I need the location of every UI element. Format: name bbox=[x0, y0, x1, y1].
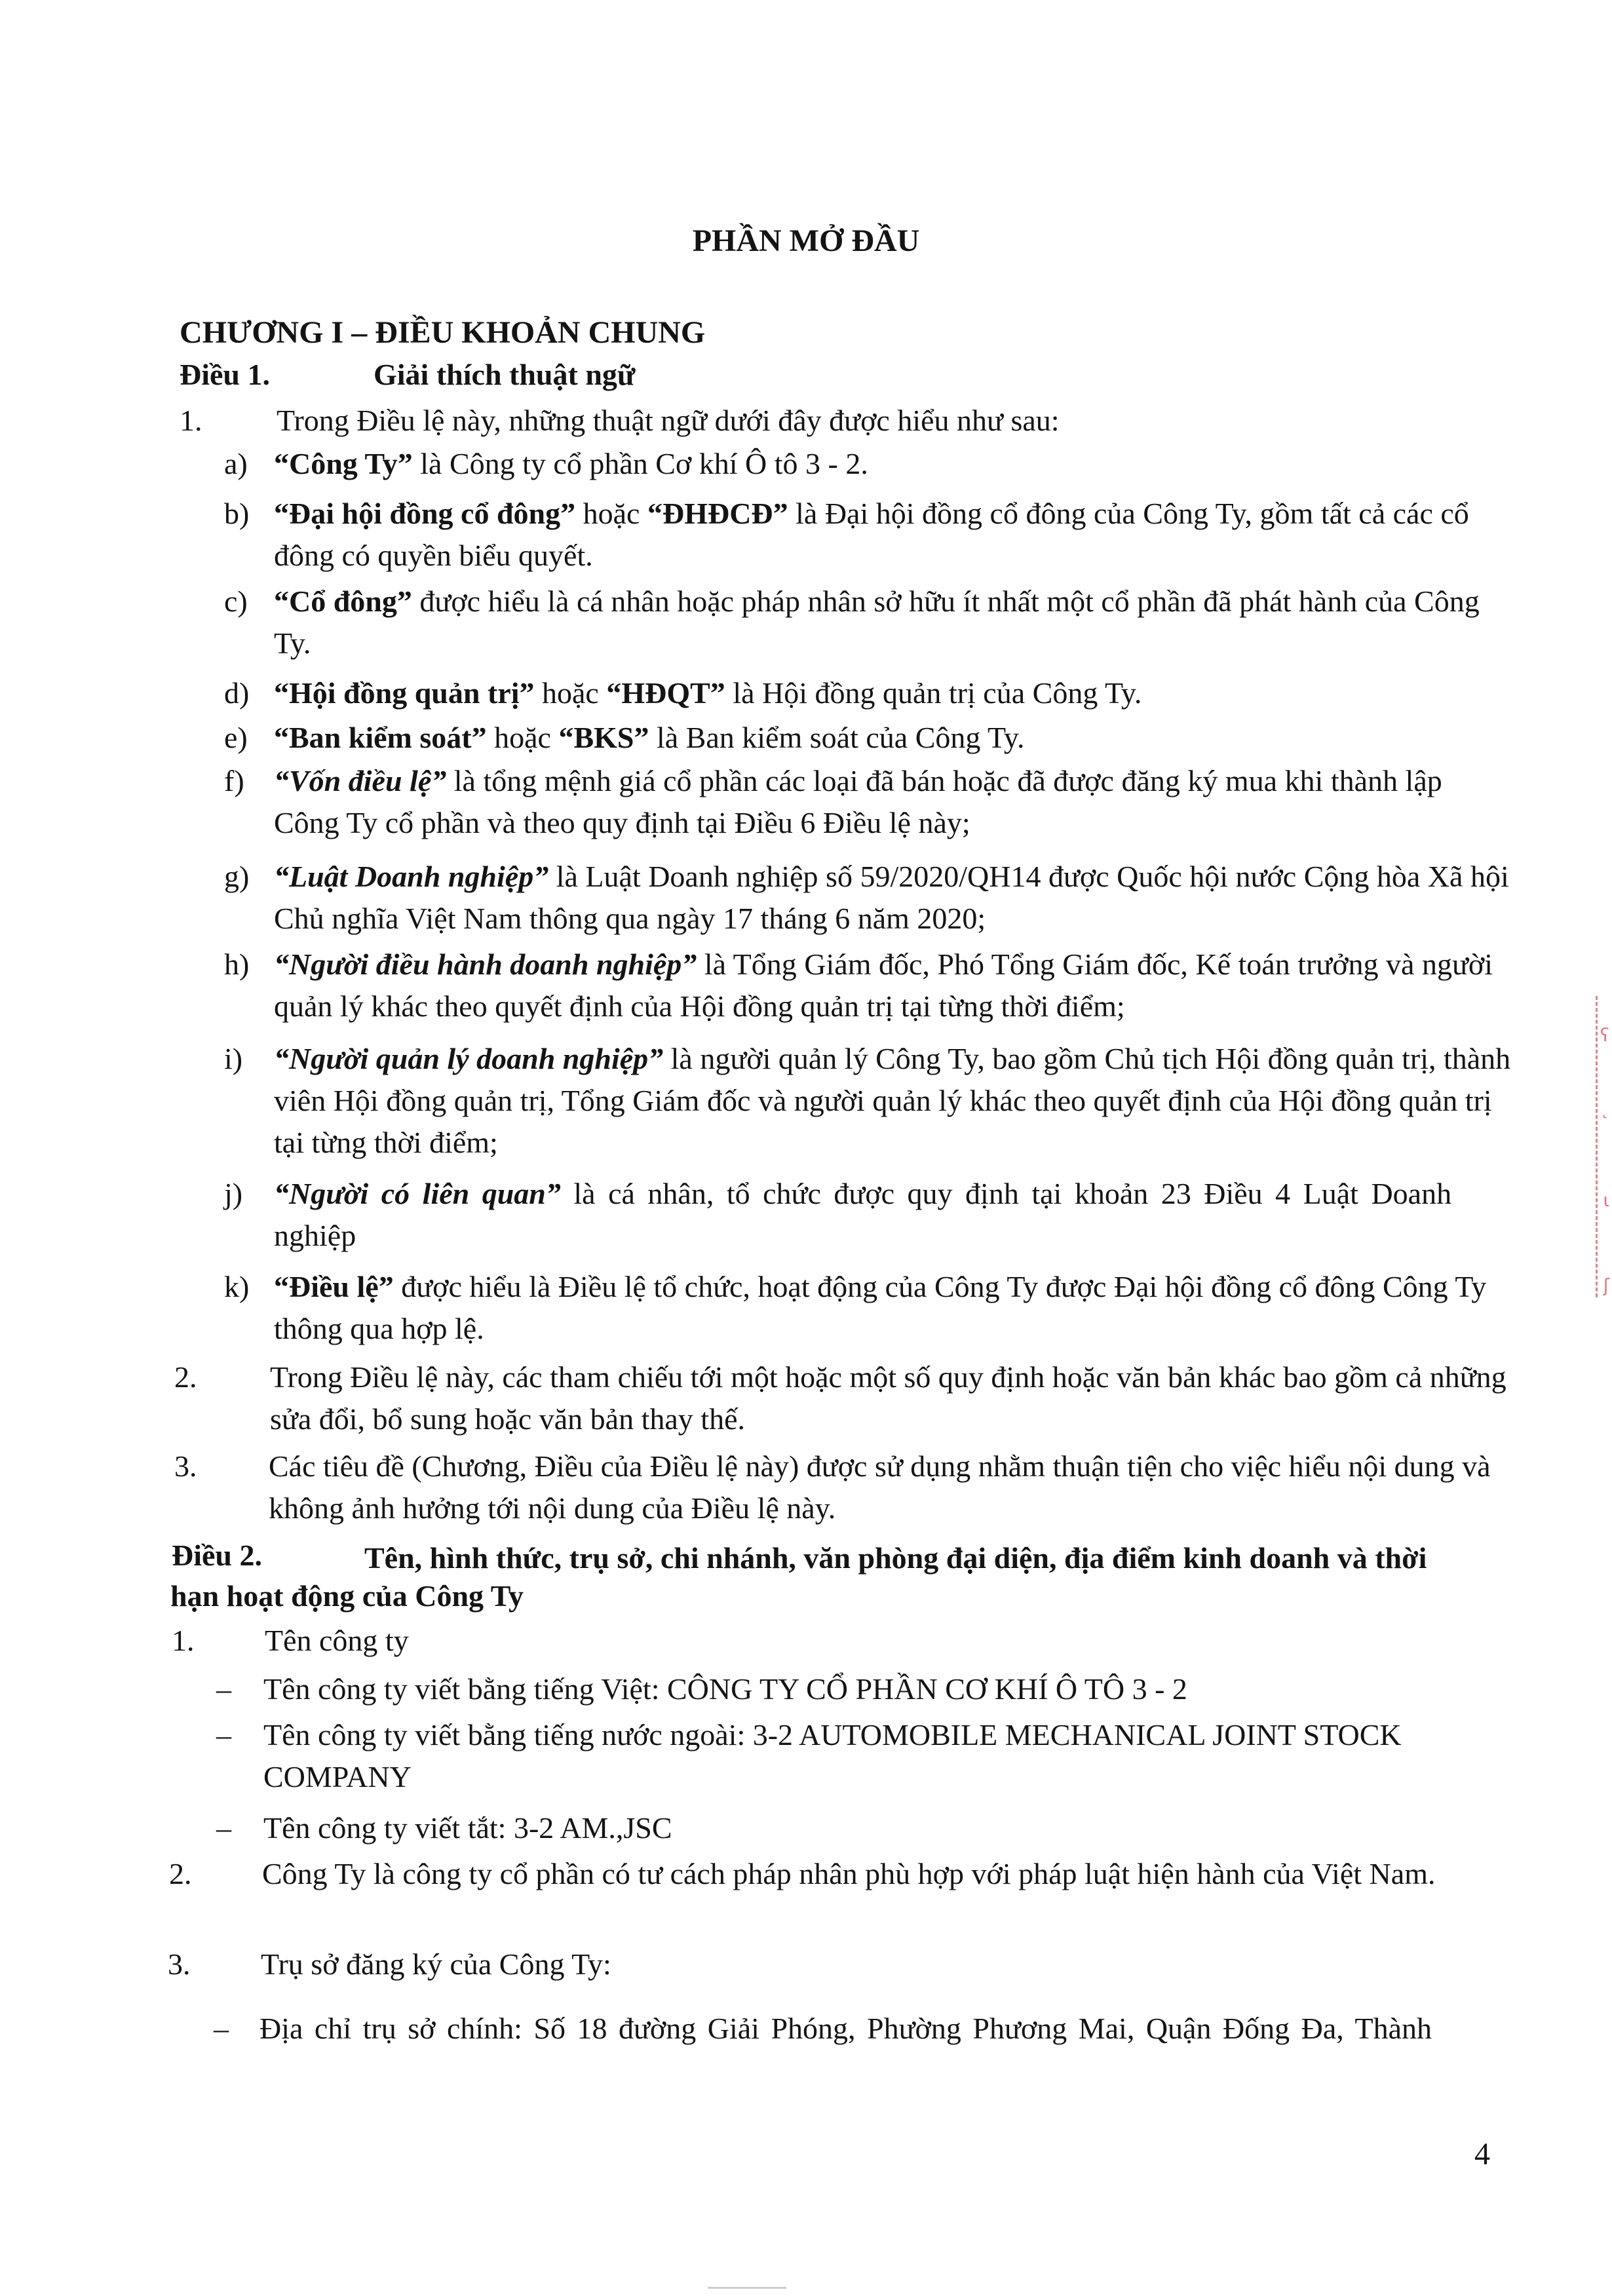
definition-text: được hiểu là cá nhân hoặc pháp nhân sở hữu ít nhất một cổ phần đã phát hành của Công Ty. bbox=[274, 584, 1480, 660]
definition-cong-ty bbox=[274, 443, 1519, 485]
stamp-mark: ʕ bbox=[1600, 1024, 1609, 1046]
term: “BKS” bbox=[558, 721, 649, 754]
page-number: 4 bbox=[1474, 2137, 1490, 2172]
item-mark: i) bbox=[224, 1042, 243, 1075]
clause-number: 1. bbox=[172, 1624, 195, 1657]
definition-dhdcd bbox=[274, 493, 1506, 577]
term: “Hội đồng quản trị” bbox=[274, 676, 535, 710]
definition-text: là Hội đồng quản trị của Công Ty. bbox=[725, 676, 1142, 710]
term: “Luật Doanh nghiệp” bbox=[274, 860, 549, 893]
article-2-title: Tên, hình thức, trụ sở, chi nhánh, văn phòng đại diện, địa điểm kinh doanh và thời bbox=[364, 1541, 1427, 1575]
term: “Cổ đông” bbox=[274, 584, 412, 618]
stamp-mark: ɩ bbox=[1603, 1189, 1609, 1211]
article-1-title: Giải thích thuật ngữ bbox=[374, 358, 636, 391]
dash-mark: – bbox=[214, 2012, 229, 2045]
clause-text: Trong Điều lệ này, các tham chiếu tới một hoặc một số quy định hoặc văn bản khác bao gồm cả những sửa đổi, bổ sung hoặc văn bản thay thế. bbox=[270, 1360, 1506, 1436]
definition-text: là Đại hội đồng cổ đông của Công Ty, gồm tất cả các cổ đông có quyền biểu quyết. bbox=[274, 497, 1469, 572]
definition-text: là Ban kiểm soát của Công Ty. bbox=[649, 721, 1025, 754]
stamp-mark: ʃ bbox=[1603, 1274, 1609, 1296]
term: “Người điều hành doanh nghiệp” bbox=[274, 947, 697, 981]
article-2-title-cont: hạn hoạt động của Công Ty bbox=[170, 1579, 524, 1613]
dash-mark: – bbox=[216, 1718, 231, 1751]
dash-mark: – bbox=[216, 1811, 231, 1845]
clause-text: Công Ty là công ty cổ phần có tư cách pháp nhân phù hợp với pháp luật hiện hành của Việt Nam. bbox=[262, 1857, 1436, 1890]
term: “Công Ty” bbox=[274, 447, 413, 480]
page-title: PHẦN MỞ ĐẦU bbox=[692, 223, 920, 258]
term: “HĐQT” bbox=[606, 676, 725, 710]
company-name-abbreviation: Tên công ty viết tắt: 3-2 AM.,JSC bbox=[263, 1811, 672, 1845]
connector: hoặc bbox=[575, 497, 647, 530]
chapter-title: CHƯƠNG I – ĐIỀU KHOẢN CHUNG bbox=[180, 315, 706, 350]
definition-text: là Công ty cổ phần Cơ khí Ô tô 3 - 2. bbox=[412, 447, 868, 480]
item-mark: e) bbox=[224, 721, 248, 754]
clause-number: 3. bbox=[168, 1947, 191, 1981]
definition-von-dieu-le bbox=[274, 760, 1512, 844]
definition-text: là cá nhân, tổ chức được quy định tại khoản 23 Điều 4 Luật Doanh nghiệp bbox=[274, 1177, 1452, 1252]
clause-number: 1. bbox=[180, 404, 202, 437]
term: “Người quản lý doanh nghiệp” bbox=[274, 1042, 664, 1075]
clause-text: Trong Điều lệ này, những thuật ngữ dưới đây được hiểu như sau: bbox=[277, 404, 1060, 437]
term: “Người có liên quan” bbox=[274, 1177, 561, 1210]
definition-hdqt bbox=[274, 672, 1512, 714]
clause-text: Tên công ty bbox=[265, 1624, 409, 1657]
item-mark: j) bbox=[224, 1177, 243, 1210]
clause-number: 2. bbox=[169, 1857, 192, 1890]
clause-text: Các tiêu đề (Chương, Điều của Điều lệ này) được sử dụng nhằm thuận tiện cho việc hiểu nội dung và không ảnh hưởng tới nội dung của Điều lệ này. bbox=[269, 1449, 1491, 1525]
definition-text: là người quản lý Công Ty, bao gồm Chủ tịch Hội đồng quản trị, thành viên Hội đồng quản trị, Tổng Giám đốc và người quản lý khác theo quyết định của Hội đồng quản trị tại từng thời điểm; bbox=[274, 1042, 1511, 1159]
item-mark: d) bbox=[224, 676, 250, 710]
company-name-vietnamese: Tên công ty viết bằng tiếng Việt: CÔNG TY CỔ PHẦN CƠ KHÍ Ô TÔ 3 - 2 bbox=[263, 1672, 1187, 1706]
company-name-foreign: Tên công ty viết bằng tiếng nước ngoài: 3-2 AUTOMOBILE MECHANICAL JOINT STOCK COMPANY bbox=[263, 1718, 1402, 1793]
stamp-mark: ˛ bbox=[1600, 1098, 1609, 1119]
connector: hoặc bbox=[486, 721, 559, 754]
definition-luat-doanh-nghiep bbox=[274, 856, 1512, 940]
definition-text: là Tổng Giám đốc, Phó Tổng Giám đốc, Kế toán trưởng và người quản lý khác theo quyết định của Hội đồng quản trị tại từng thời điểm; bbox=[274, 947, 1493, 1023]
clause-number: 3. bbox=[174, 1449, 197, 1483]
definition-text: được hiểu là Điều lệ tổ chức, hoạt động của Công Ty được Đại hội đồng cổ đông Công Ty thông qua hợp lệ. bbox=[274, 1270, 1487, 1345]
item-mark: k) bbox=[224, 1270, 250, 1303]
item-mark: h) bbox=[224, 947, 250, 981]
definition-text: là Luật Doanh nghiệp số 59/2020/QH14 được Quốc hội nước Cộng hòa Xã hội Chủ nghĩa Việt Nam thông qua ngày 17 tháng 6 năm 2020; bbox=[274, 860, 1509, 935]
term: “Đại hội đồng cổ đông” bbox=[274, 497, 576, 530]
definition-bks bbox=[274, 717, 1512, 759]
article-1-number: Điều 1. bbox=[180, 358, 270, 391]
item-mark: f) bbox=[224, 764, 244, 797]
definition-co-dong bbox=[274, 581, 1512, 664]
clause-number: 2. bbox=[174, 1360, 197, 1394]
head-office-address: Địa chỉ trụ sở chính: Số 18 đường Giải Phóng, Phường Phương Mai, Quận Đống Đa, Thành bbox=[259, 2012, 1432, 2045]
term: “Ban kiểm soát” bbox=[274, 721, 487, 754]
item-mark: b) bbox=[224, 497, 250, 530]
connector: hoặc bbox=[534, 676, 607, 710]
scan-artifact bbox=[708, 2287, 786, 2289]
definition-nguoi-lien-quan bbox=[274, 1173, 1512, 1257]
term: “Vốn điều lệ” bbox=[274, 764, 447, 797]
dash-mark: – bbox=[216, 1672, 231, 1706]
article-2-number: Điều 2. bbox=[172, 1539, 262, 1572]
definition-dieu-le bbox=[274, 1266, 1512, 1350]
item-mark: g) bbox=[224, 860, 250, 893]
definition-nguoi-dieu-hanh bbox=[274, 944, 1512, 1027]
item-mark: c) bbox=[224, 584, 248, 618]
clause-text: Trụ sở đăng ký của Công Ty: bbox=[261, 1947, 611, 1981]
item-mark: a) bbox=[224, 447, 248, 480]
definition-text: là tổng mệnh giá cổ phần các loại đã bán hoặc đã được đăng ký mua khi thành lập Công Ty cổ phần và theo quy định tại Điều 6 Điều lệ này; bbox=[274, 764, 1442, 839]
term: “Điều lệ” bbox=[274, 1270, 394, 1303]
term: “ĐHĐCĐ” bbox=[647, 497, 788, 530]
definition-nguoi-quan-ly bbox=[274, 1038, 1512, 1164]
